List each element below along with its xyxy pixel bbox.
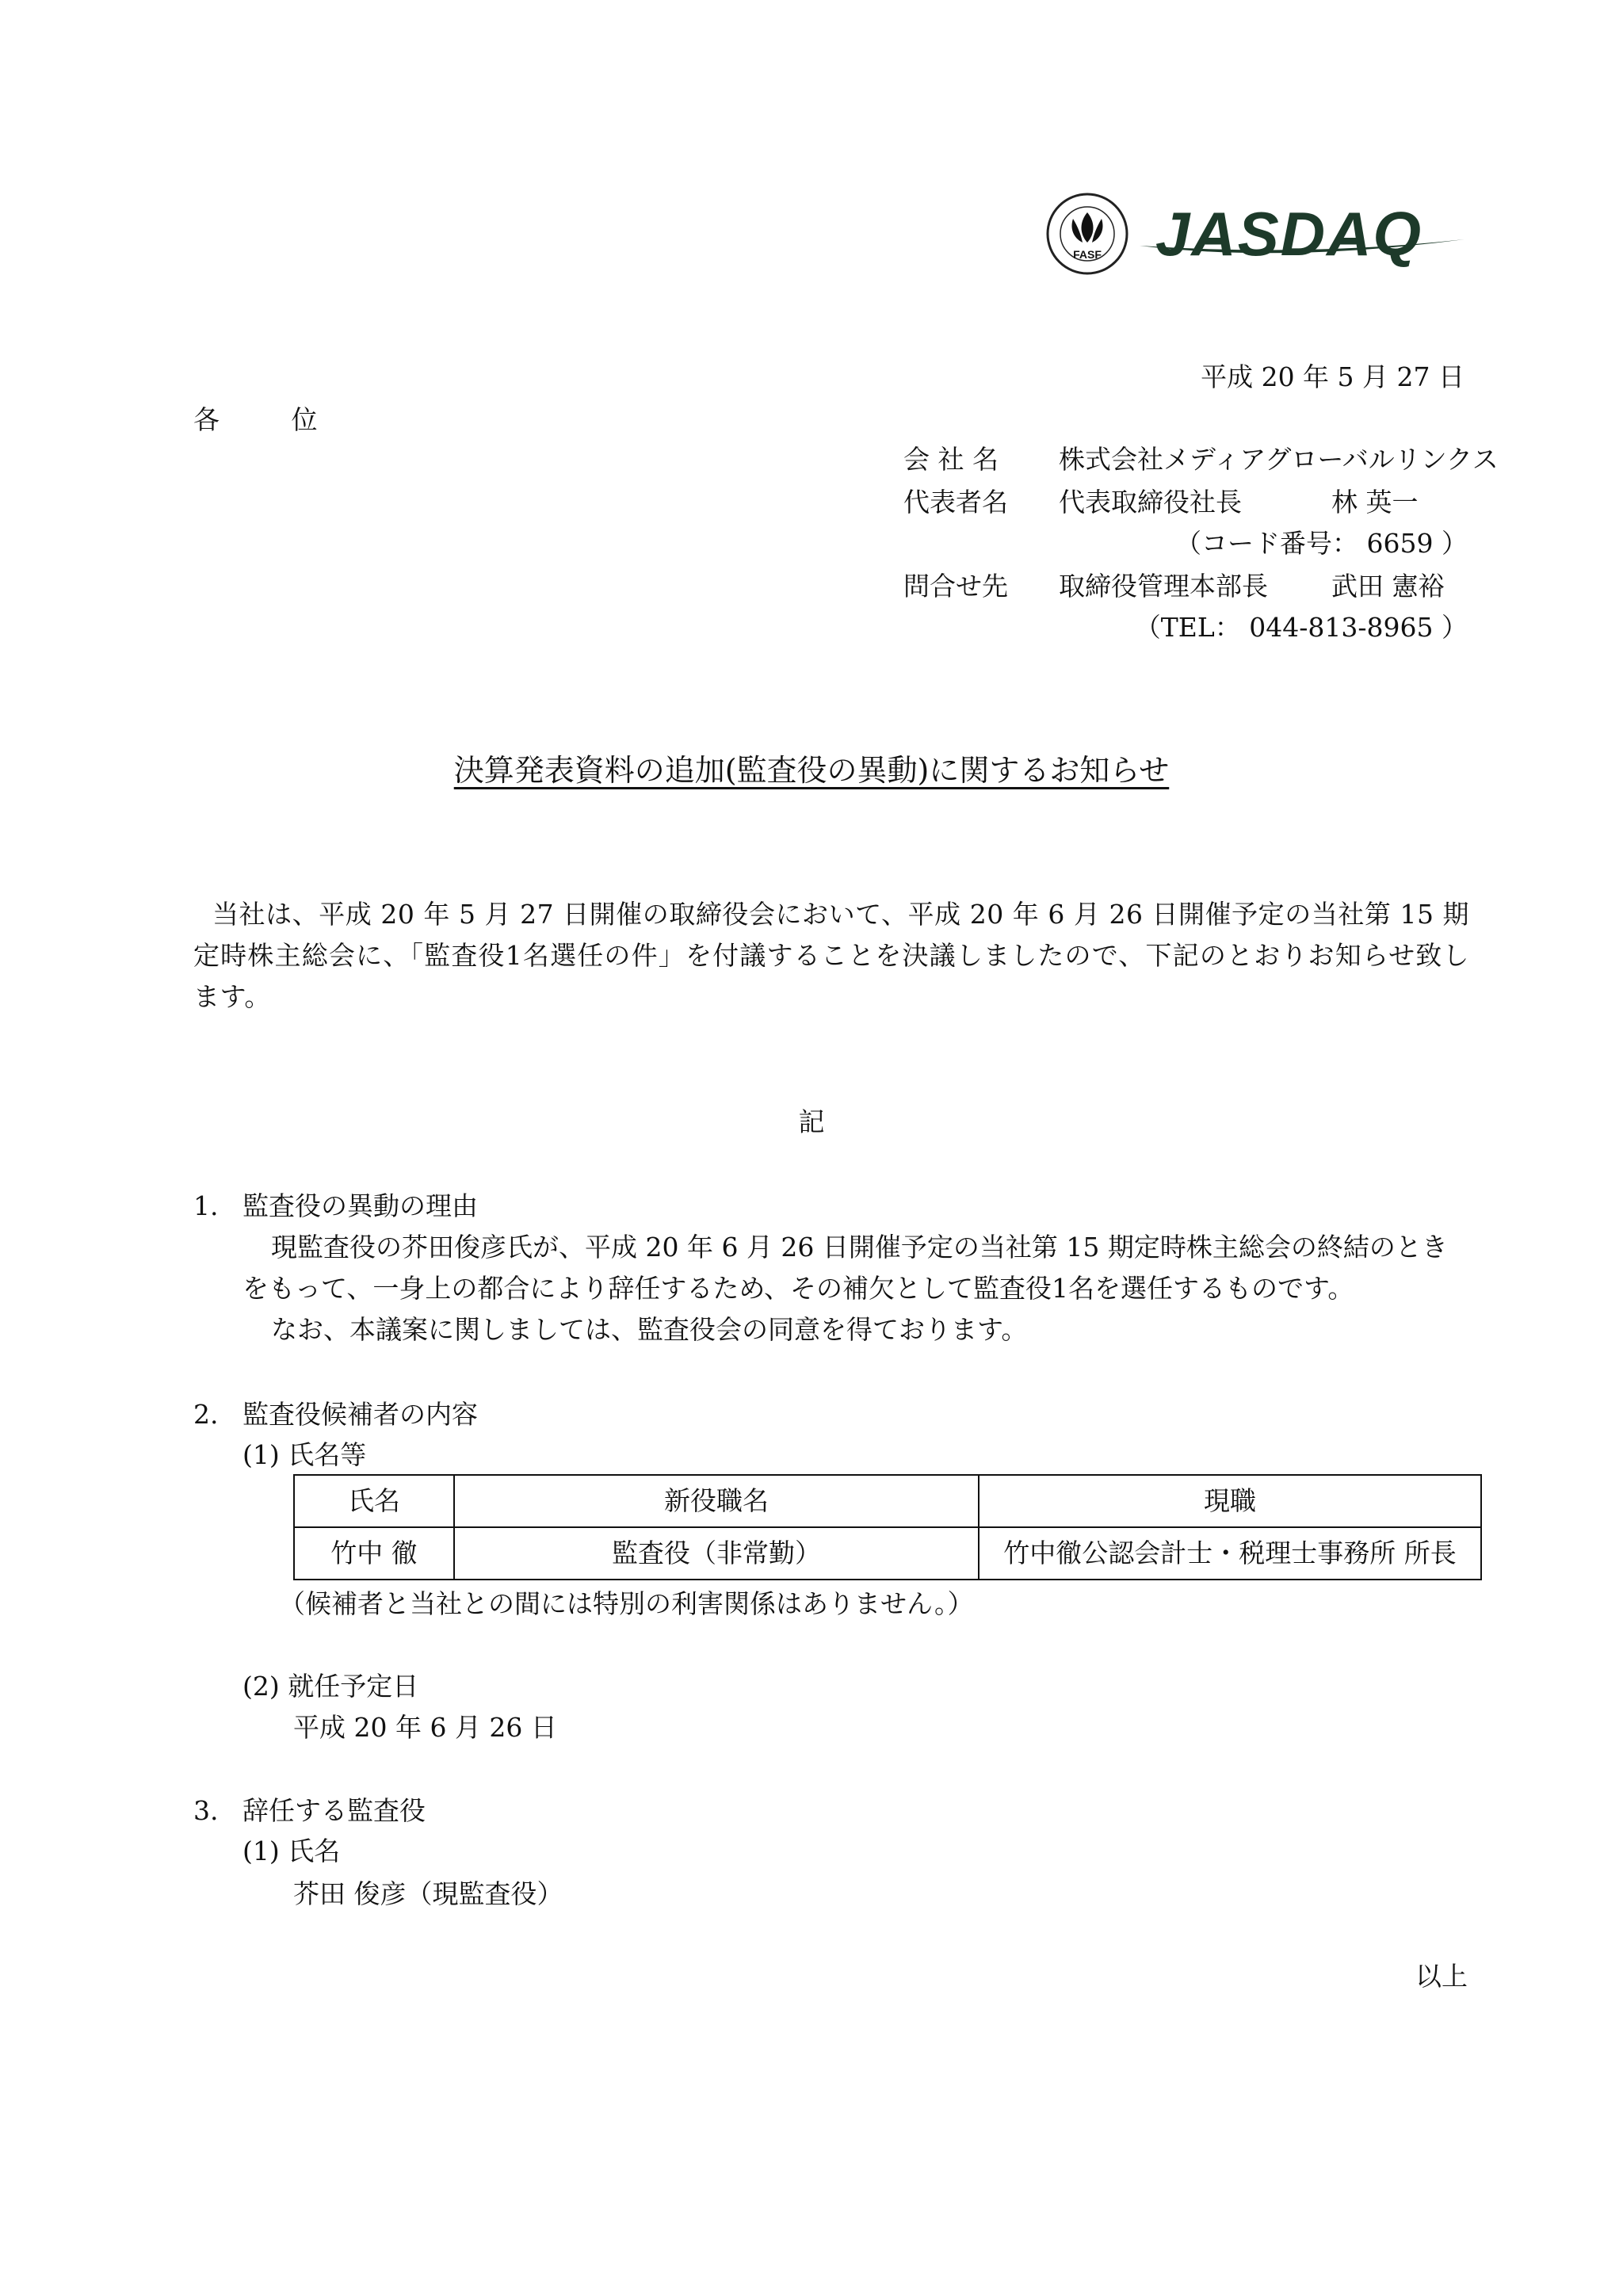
- table-header-cell: 氏名: [294, 1475, 454, 1527]
- table-header-row: [294, 1475, 1481, 1527]
- stock-code: （コード番号： 6659 ）: [1175, 528, 1468, 559]
- table-header-cell: 新役職名: [454, 1475, 979, 1527]
- document-date: 平成 20 年 5 月 27 日: [1201, 361, 1465, 392]
- appointment-date: 平成 20 年 6 月 26 日: [293, 1712, 557, 1743]
- contact-name: 武田 憲裕: [1331, 571, 1445, 602]
- representative-name: 林 英一: [1331, 487, 1419, 518]
- closing-mark: 以上: [1415, 1961, 1468, 1992]
- company-name: 株式会社メディアグローバルリンクス: [1059, 444, 1499, 475]
- table-cell: 竹中徹公認会計士・税理士事務所 所長: [979, 1527, 1481, 1580]
- section-1-heading: [193, 1190, 478, 1222]
- resigning-auditor-name: 芥田 俊彦（現監査役）: [293, 1878, 563, 1909]
- jasdaq-logo: [1044, 190, 1472, 277]
- section-1-title: 監査役の異動の理由: [242, 1190, 478, 1221]
- table-cell: 監査役（非常勤）: [454, 1527, 979, 1580]
- ki-mark: 記: [798, 1106, 825, 1137]
- company-label: 会 社 名: [903, 444, 999, 475]
- contact-label: 問合せ先: [903, 571, 1008, 602]
- section-2-number: 2.: [193, 1399, 219, 1430]
- section-3-sub-1: (1) 氏名: [242, 1836, 341, 1866]
- brand-text: JASDAQ: [1155, 199, 1423, 269]
- intro-paragraph: 当社は、平成 20 年 5 月 27 日開催の取締役会において、平成 20 年 6 月 26 日開催予定の当社第 15 期定時株主総会に、「監査役1名選任の件」を付議することを決議しましたので、下記のとおりお知らせ致します。: [193, 899, 1469, 1012]
- table-cell: 竹中 徹: [294, 1527, 454, 1580]
- logo-graphic: [1044, 190, 1472, 277]
- candidate-table: [293, 1474, 1482, 1580]
- section-2-sub-2: (2) 就任予定日: [242, 1671, 419, 1702]
- table-header-cell: 現職: [979, 1475, 1481, 1527]
- section-2-sub-1: (1) 氏名等: [242, 1439, 367, 1470]
- table-row: [294, 1527, 1481, 1580]
- section-1-paragraph-1: 現監査役の芥田俊彦氏が、平成 20 年 6 月 26 日開催予定の当社第 15 期定時株主総会の終結のときをもって、一身上の都合により辞任するため、その補欠として監査役1名を選任するものです。: [242, 1232, 1448, 1304]
- seal-text: FASF: [1073, 248, 1102, 261]
- section-3-heading: [193, 1795, 426, 1827]
- section-3-number: 3.: [193, 1795, 219, 1826]
- section-3-title: 辞任する監査役: [242, 1795, 426, 1826]
- section-2-heading: [193, 1399, 478, 1431]
- section-1-number: 1.: [193, 1190, 219, 1221]
- section-1-paragraph-2: なお、本議案に関しましては、監査役会の同意を得ております。: [271, 1314, 1028, 1345]
- contact-title: 取締役管理本部長: [1059, 571, 1268, 602]
- document-title: 決算発表資料の追加(監査役の異動)に関するお知らせ: [453, 753, 1170, 788]
- representative-label: 代表者名: [903, 487, 1008, 518]
- addressee: 各 位: [193, 404, 349, 435]
- representative-title: 代表取締役社長: [1059, 487, 1242, 518]
- section-2-title: 監査役候補者の内容: [242, 1399, 478, 1430]
- contact-tel: （TEL： 044-813-8965 ）: [1134, 612, 1468, 643]
- table-note: （候補者と当社との間には特別の利害関係はありません。）: [279, 1588, 974, 1619]
